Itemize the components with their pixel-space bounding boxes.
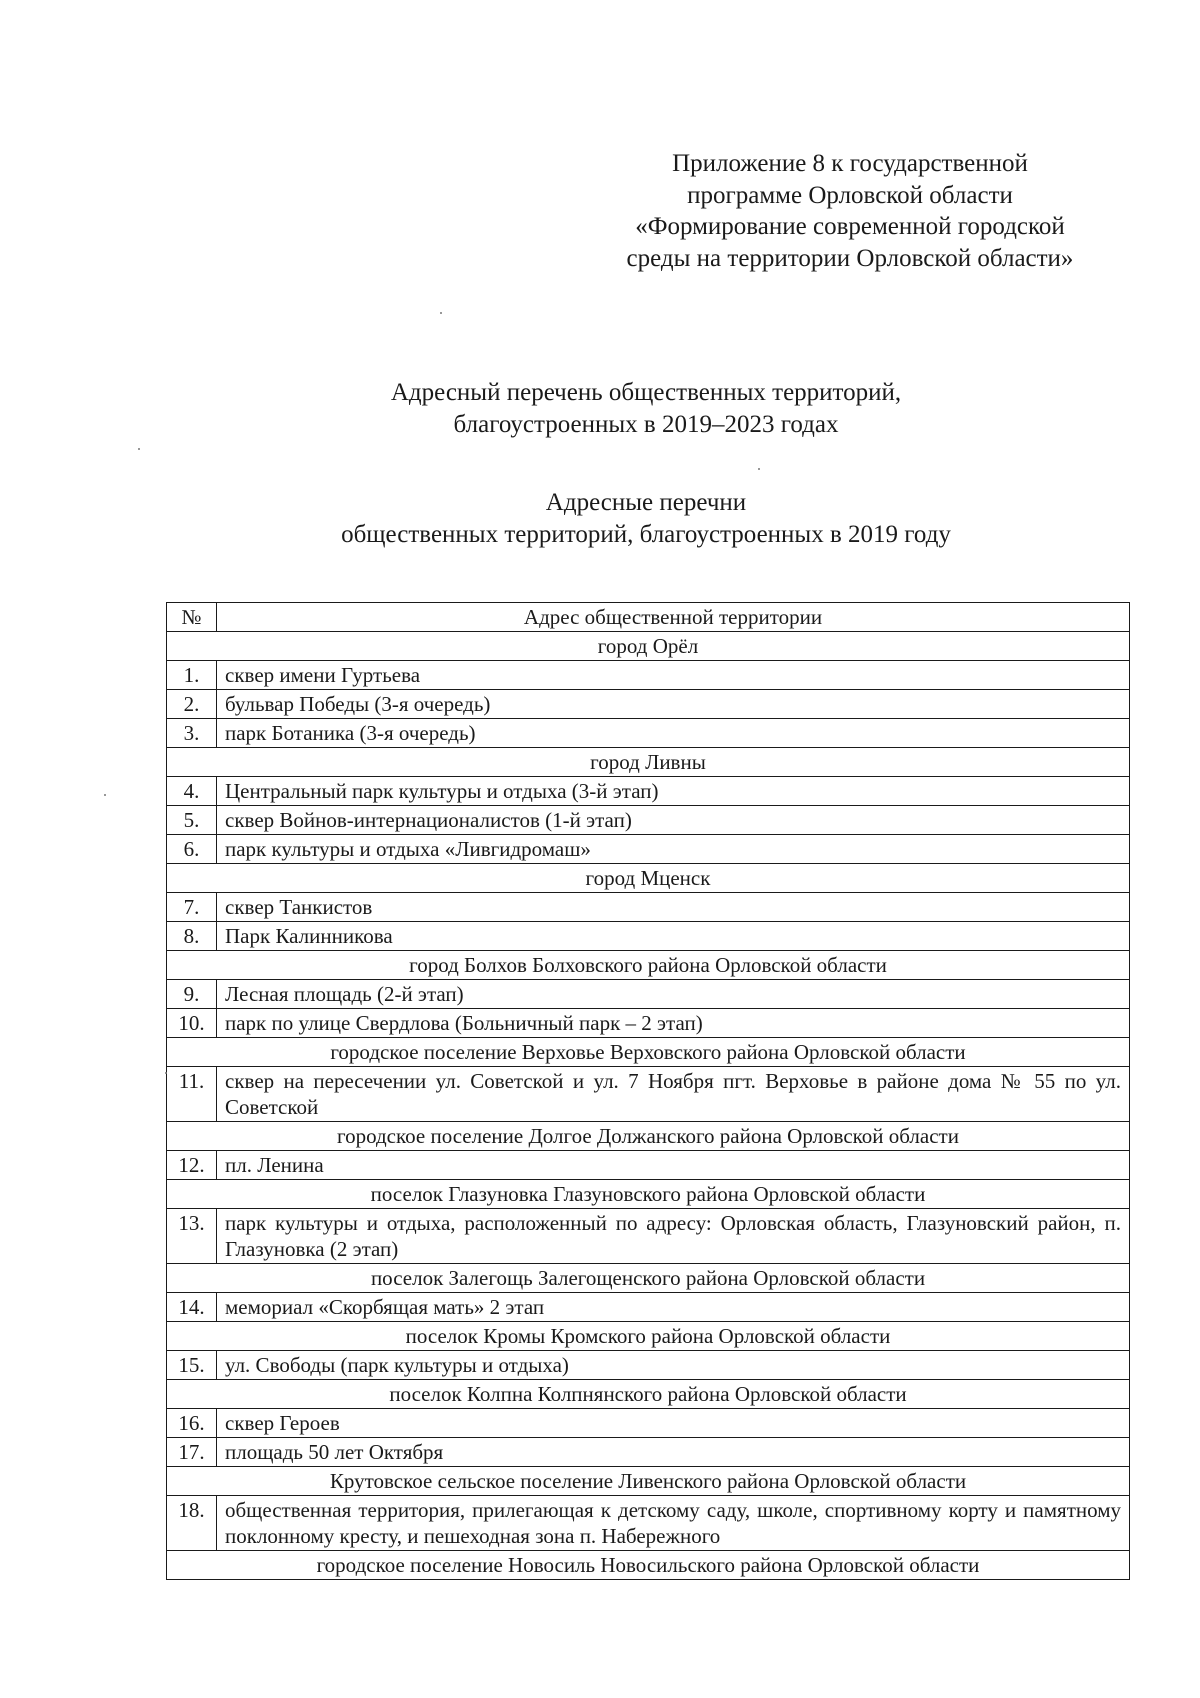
table-header-row: [167, 603, 1130, 632]
section-title-line: общественных территорий, благоустроенных в 2019 году: [341, 520, 951, 548]
table-row: [167, 1496, 1130, 1551]
row-number: 5.: [167, 806, 217, 835]
group-name: Крутовское сельское поселение Ливенского района Орловской области: [167, 1467, 1130, 1496]
row-address: площадь 50 лет Октября: [217, 1438, 1130, 1467]
document-title: [166, 377, 1126, 440]
table-row: [167, 777, 1130, 806]
row-number: 2.: [167, 690, 217, 719]
row-address: сквер имени Гуртьева: [217, 661, 1130, 690]
group-name: город Орёл: [167, 632, 1130, 661]
row-number: 8.: [167, 922, 217, 951]
row-address: парк культуры и отдыха «Ливгидромаш»: [217, 835, 1130, 864]
group-name: город Болхов Болховского района Орловской области: [167, 951, 1130, 980]
row-number: 18.: [167, 1496, 217, 1551]
row-number: 1.: [167, 661, 217, 690]
header-address: Адрес общественной территории: [217, 603, 1130, 632]
table-row: [167, 1151, 1130, 1180]
row-address: Лесная площадь (2-й этап): [217, 980, 1130, 1009]
row-address: парк Ботаника (3-я очередь): [217, 719, 1130, 748]
appendix-line: «Формирование современной городской: [635, 213, 1065, 240]
group-name: поселок Залегощь Залегощенского района Орловской области: [167, 1264, 1130, 1293]
group-row: [167, 1322, 1130, 1351]
group-name: городское поселение Долгое Должанского района Орловской области: [167, 1122, 1130, 1151]
group-name: город Мценск: [167, 864, 1130, 893]
row-address: Парк Калинникова: [217, 922, 1130, 951]
group-row: [167, 1122, 1130, 1151]
group-name: поселок Колпна Колпнянского района Орловской области: [167, 1380, 1130, 1409]
appendix-note: [585, 148, 1115, 274]
table-row: [167, 835, 1130, 864]
row-number: 16.: [167, 1409, 217, 1438]
group-row: [167, 1380, 1130, 1409]
row-number: 10.: [167, 1009, 217, 1038]
table-row: [167, 690, 1130, 719]
table-row: [167, 1438, 1130, 1467]
row-address: сквер Героев: [217, 1409, 1130, 1438]
row-address: общественная территория, прилегающая к детскому саду, школе, спортивному корту и памятному поклонному кресту, и пешеходная зона п. Набережного: [217, 1496, 1130, 1551]
header-number: №: [167, 603, 217, 632]
scan-speck: [138, 448, 140, 450]
group-name: поселок Глазуновка Глазуновского района Орловской области: [167, 1180, 1130, 1209]
row-address: ул. Свободы (парк культуры и отдыха): [217, 1351, 1130, 1380]
row-number: 11.: [167, 1067, 217, 1122]
table-body: [167, 632, 1130, 1580]
row-number: 14.: [167, 1293, 217, 1322]
row-address: сквер на пересечении ул. Советской и ул. 7 Ноября пгт. Верховье в районе дома № 55 по ул. Советской: [217, 1067, 1130, 1122]
document-title-line: Адресный перечень общественных территорий,: [390, 379, 902, 406]
row-number: 17.: [167, 1438, 217, 1467]
row-number: 3.: [167, 719, 217, 748]
table-row: [167, 1209, 1130, 1264]
row-address: сквер Танкистов: [217, 893, 1130, 922]
row-number: 7.: [167, 893, 217, 922]
row-number: 13.: [167, 1209, 217, 1264]
table-row: [167, 719, 1130, 748]
group-name: городское поселение Верховье Верховского района Орловской области: [167, 1038, 1130, 1067]
scan-speck: [758, 468, 760, 470]
row-number: 9.: [167, 980, 217, 1009]
row-address: Центральный парк культуры и отдыха (3-й этап): [217, 777, 1130, 806]
appendix-line: среды на территории Орловской области»: [626, 244, 1074, 272]
table-row: [167, 1293, 1130, 1322]
document-title-line: благоустроенных в 2019–2023 годах: [453, 410, 839, 438]
scan-speck: [104, 794, 106, 796]
group-row: [167, 632, 1130, 661]
group-row: [167, 864, 1130, 893]
row-number: 4.: [167, 777, 217, 806]
table-row: [167, 1351, 1130, 1380]
group-row: [167, 951, 1130, 980]
group-name: городское поселение Новосиль Новосильского района Орловской области: [167, 1551, 1130, 1580]
row-address: парк по улице Свердлова (Больничный парк – 2 этап): [217, 1009, 1130, 1038]
table-row: [167, 980, 1130, 1009]
table-row: [167, 806, 1130, 835]
scan-speck: [440, 312, 442, 314]
group-row: [167, 1264, 1130, 1293]
scan-speck: [165, 1072, 167, 1074]
group-row: [167, 1038, 1130, 1067]
row-address: парк культуры и отдыха, расположенный по адресу: Орловская область, Глазуновский район, п. Глазуновка (2 этап): [217, 1209, 1130, 1264]
table-row: [167, 1409, 1130, 1438]
group-row: [167, 1551, 1130, 1580]
table-row: [167, 661, 1130, 690]
section-title: [166, 487, 1126, 550]
table-row: [167, 922, 1130, 951]
row-address: бульвар Победы (3-я очередь): [217, 690, 1130, 719]
appendix-line: программе Орловской области: [687, 181, 1013, 209]
table-row: [167, 1009, 1130, 1038]
row-address: пл. Ленина: [217, 1151, 1130, 1180]
row-address: сквер Войнов-интернационалистов (1-й этап): [217, 806, 1130, 835]
territories-table: [166, 602, 1130, 1580]
row-number: 12.: [167, 1151, 217, 1180]
row-number: 6.: [167, 835, 217, 864]
group-row: [167, 1180, 1130, 1209]
group-row: [167, 748, 1130, 777]
group-name: город Ливны: [167, 748, 1130, 777]
section-title-line: Адресные перечни: [545, 489, 747, 516]
table-row: [167, 893, 1130, 922]
group-name: поселок Кромы Кромского района Орловской области: [167, 1322, 1130, 1351]
row-address: мемориал «Скорбящая мать» 2 этап: [217, 1293, 1130, 1322]
appendix-line: Приложение 8 к государственной: [672, 150, 1028, 177]
group-row: [167, 1467, 1130, 1496]
row-number: 15.: [167, 1351, 217, 1380]
table-row: [167, 1067, 1130, 1122]
